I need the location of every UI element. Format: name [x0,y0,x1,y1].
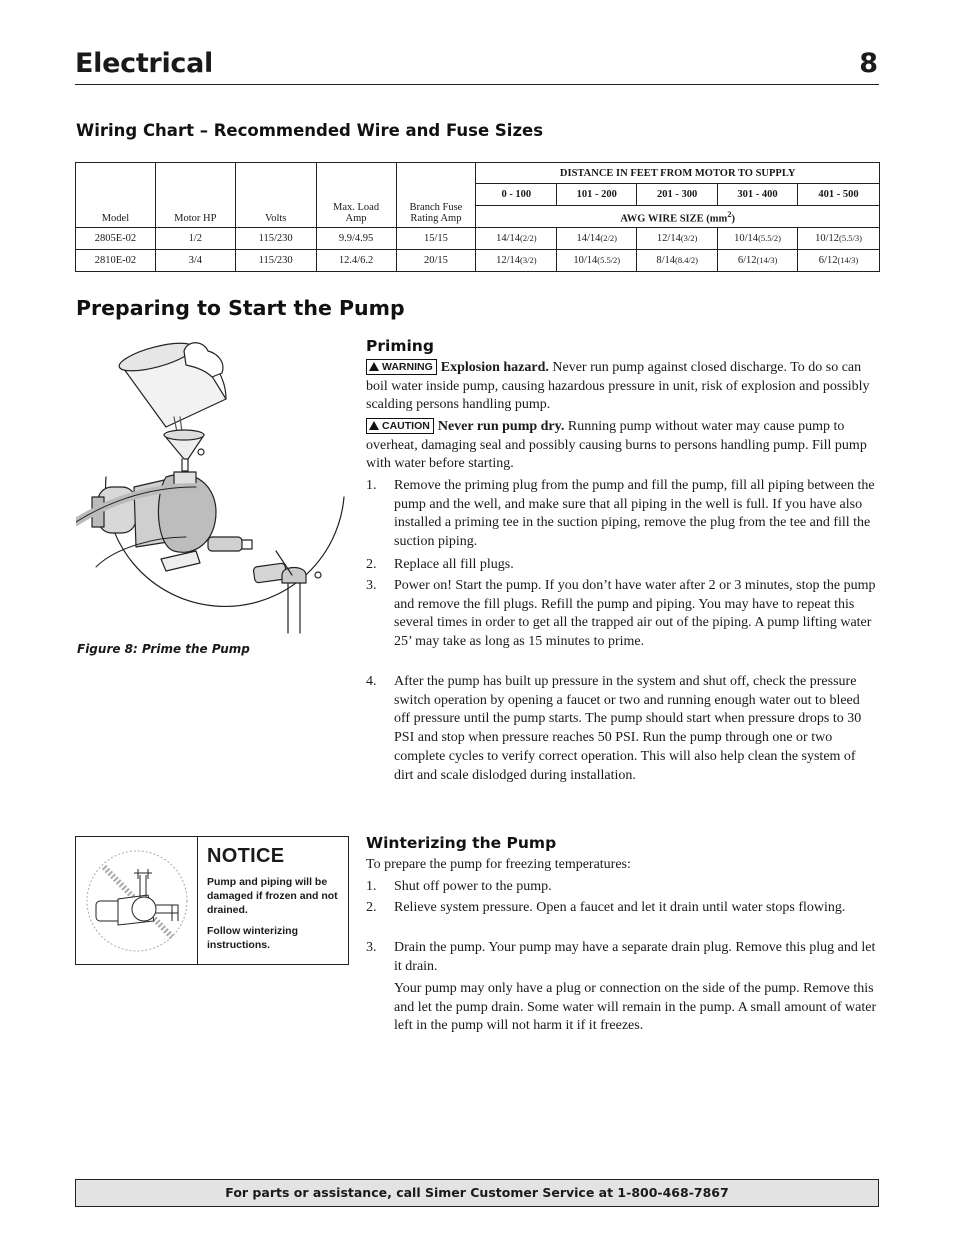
priming-step: 3. Power on! Start the pump. If you don’t have water after 2 or 3 minutes, stop the pump and remove the fill plugs. Refill the pump and piping. You may have to repeat this several times in order to get all the trapped air out of the piping. A pump lifting water 25’ may take as long as 15 minutes to prime. [366,578,876,650]
winter-step: 1. Shut off power to the pump. [366,879,552,894]
winter-step: 2. Relieve system pressure. Open a faucet and let it drain until water stops flowing. [366,900,846,915]
winter-step: 3. Drain the pump. Your pump may have a separate drain plug. Remove this plug and let it drain. [366,940,876,974]
range-header: 401 - 500 [798,184,880,206]
col-header-model: Model [76,163,156,228]
priming-step: 1. Remove the priming plug from the pump and fill the pump, fill all piping between the pump and the well, and make sure that all piping in the well is full. If you have also installed a priming tee in the suction piping, remove the plug from the tee and fill the suction piping. [366,478,875,550]
prep-heading: Preparing to Start the Pump [76,296,405,320]
notice-title: NOTICE [207,845,285,867]
prime-pump-illustration [76,337,348,637]
notice-box [75,836,349,965]
range-header: 301 - 400 [718,184,798,206]
wiring-chart-heading: Wiring Chart – Recommended Wire and Fuse Sizes [76,121,544,140]
winter-extra-paragraph: Your pump may only have a plug or connection on the side of the pump. Remove this and let the pump drain. Some water will remain in the pump. A small amount of water left in the pump will not harm it if it freezes. [394,981,877,1034]
priming-heading: Priming [366,337,434,355]
caution-badge: CAUTION [366,418,434,434]
priming-step: 4. After the pump has built up pressure in the system and shut off, check the pressure switch operation by opening a faucet or two and running enough water out to bleed off pressure until the pump starts. The pump should start when pressure drops to 30 PSI and stop when pressure reaches 50 PSI. Run the pump through one or two complete cycles to verify correct operation. This will also help clean the system of dirt and scale dislodged during installation. [366,674,862,783]
notice-instructions: Follow winterizing instructions. [207,925,298,951]
frozen-pump-icon [82,845,192,957]
range-header: 0 - 100 [476,184,557,206]
range-header: 201 - 300 [637,184,718,206]
caution-triangle-icon [369,421,379,430]
awg-header: AWG WIRE SIZE $(mm^2)$ [476,206,880,228]
table-row: 2810E-02 3/4 115/230 12.4/6.2 20/15 12/14(3/2) 10/14(5.5/2) 8/14(8.4/2) 6/12(14/3) 6/12(14/3) [76,250,880,272]
col-header-distance: DISTANCE IN FEET FROM MOTOR TO SUPPLY [476,163,880,184]
warning-paragraph: WARNING Explosion hazard. Never run pump against closed discharge. To do so can boil water inside pump, causing hazardous pressure in unit, risk of explosion and possibly scalding persons handling pump. [366,360,870,413]
caution-paragraph: CAUTION Never run pump dry. Running pump without water may cause pump to overheat, damaging seal and possibly causing burns to persons handling pump. Fill pump with water before starting. [366,419,867,472]
page-title: Electrical [75,48,213,79]
warning-triangle-icon [369,362,379,371]
priming-step: 2. Replace all fill plugs. [366,557,514,572]
header-rule [75,84,879,85]
col-header-max-load: Max. Load Amp [316,163,396,228]
figure-caption: Figure 8: Prime the Pump [77,642,250,656]
footer-support-bar: For parts or assistance, call Simer Customer Service at 1-800-468-7867 [75,1179,879,1207]
col-header-fuse: Branch Fuse Rating Amp [396,163,476,228]
notice-text: Pump and piping will be damaged if frozen and not drained. [207,876,338,916]
range-header: 101 - 200 [557,184,637,206]
notice-divider [197,837,198,964]
col-header-volts: Volts [235,163,316,228]
winterizing-heading: Winterizing the Pump [366,834,557,852]
col-header-motor-hp: Motor HP [155,163,235,228]
wiring-table [75,162,880,272]
table-row: 2805E-02 1/2 115/230 9.9/4.95 15/15 14/14(2/2) 14/14(2/2) 12/14(3/2) 10/14(5.5/2) 10/12(5.5/3) [76,228,880,250]
winterizing-intro: To prepare the pump for freezing temperatures: [366,857,631,872]
warning-badge: WARNING [366,359,437,375]
page-number: 8 [859,48,878,79]
